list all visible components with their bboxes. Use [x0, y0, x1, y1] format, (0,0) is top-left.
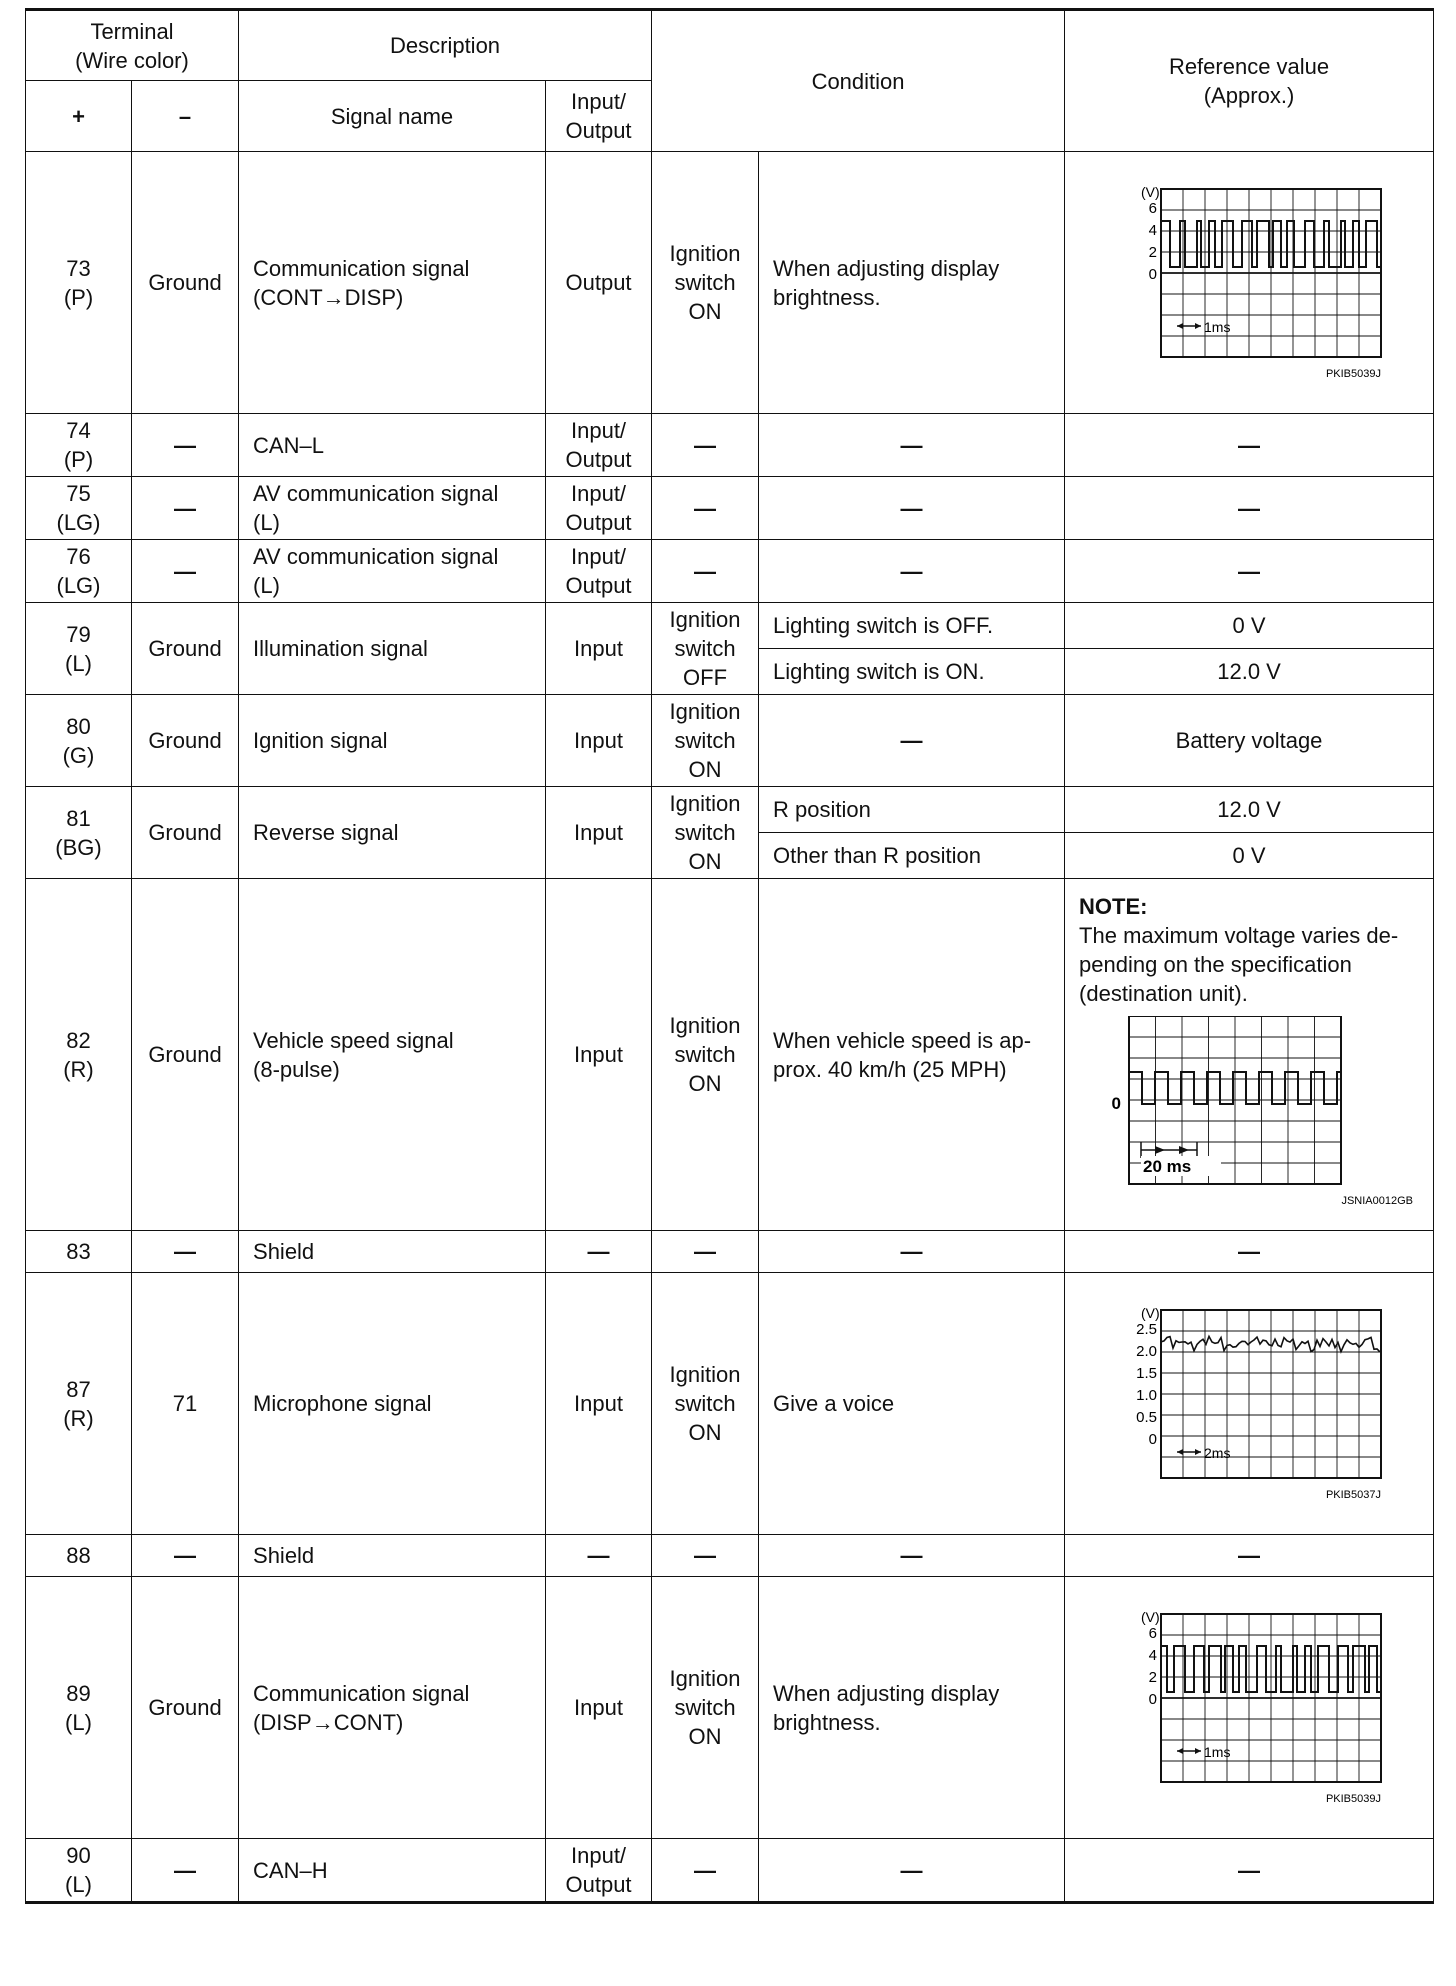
condition-detail: Give a voice — [759, 1273, 1065, 1535]
terminal-cell: 79 (L) — [26, 603, 132, 695]
condition-main: — — [652, 477, 759, 540]
signal-name: Microphone signal — [239, 1273, 546, 1535]
header-terminal: Terminal (Wire color) — [26, 10, 239, 81]
io-cell: Input/ Output — [546, 1839, 652, 1903]
waveform-cell — [1065, 152, 1434, 414]
wave-tick: 0 — [1148, 265, 1158, 283]
waveform-cell — [1065, 1273, 1434, 1535]
terminal-reference-table — [25, 8, 1433, 1904]
condition-main: Ignition switch OFF — [652, 603, 759, 695]
note-text: The maximum voltage varies de- pending on the specification (destination unit). — [1079, 922, 1399, 1006]
figure-code: PKIB5039J — [1326, 367, 1382, 380]
terminal-cell: 80 (G) — [26, 695, 132, 787]
minus-cell: — — [132, 1231, 239, 1273]
header-description: Description — [239, 10, 652, 81]
condition-main: Ignition switch ON — [652, 152, 759, 414]
reference-value: — — [1065, 414, 1434, 477]
header-reference: Reference value (Approx.) — [1065, 10, 1434, 152]
reference-value: 0 V — [1065, 833, 1434, 879]
signal-name: CAN–L — [239, 414, 546, 477]
table-row — [26, 1231, 1434, 1273]
condition-main: — — [652, 540, 759, 603]
io-cell: Input — [546, 695, 652, 787]
condition-detail: Lighting switch is ON. — [759, 649, 1065, 695]
condition-detail: When vehicle speed is ap- prox. 40 km/h (25 MPH) — [759, 879, 1065, 1231]
minus-cell: Ground — [132, 1577, 239, 1839]
minus-cell: Ground — [132, 603, 239, 695]
wave-unit: (V) — [1141, 1608, 1160, 1625]
terminal-cell: 82 (R) — [26, 879, 132, 1231]
wave-tick: 2.5 — [1136, 1320, 1158, 1338]
reference-value: 0 V — [1065, 603, 1434, 649]
header-minus: – — [132, 81, 239, 152]
reference-value: Battery voltage — [1065, 695, 1434, 787]
wave-tick: 0 — [1148, 1430, 1158, 1448]
io-cell: Input — [546, 1577, 652, 1839]
table-row — [26, 152, 1434, 414]
terminal-cell: 90 (L) — [26, 1839, 132, 1903]
terminal-cell: 83 — [26, 1231, 132, 1273]
signal-name: Illumination signal — [239, 603, 546, 695]
signal-name: AV communication signal (L) — [239, 477, 546, 540]
signal-name: CAN–H — [239, 1839, 546, 1903]
reference-value: 12.0 V — [1065, 787, 1434, 833]
condition-main: Ignition switch ON — [652, 879, 759, 1231]
signal-name: Ignition signal — [239, 695, 546, 787]
io-cell: Input — [546, 1273, 652, 1535]
header-condition: Condition — [652, 10, 1065, 152]
table-row — [26, 414, 1434, 477]
condition-detail: — — [759, 1231, 1065, 1273]
signal-name: Vehicle speed signal (8-pulse) — [239, 879, 546, 1231]
terminal-cell: 73 (P) — [26, 152, 132, 414]
wave-tick: 4 — [1148, 1646, 1158, 1664]
minus-cell: Ground — [132, 787, 239, 879]
table-row — [26, 603, 1434, 649]
minus-cell: Ground — [132, 695, 239, 787]
wave-unit: (V) — [1141, 183, 1160, 200]
wave-scale: 2ms — [1204, 1444, 1231, 1461]
table-row — [26, 477, 1434, 540]
terminal-cell: 76 (LG) — [26, 540, 132, 603]
wave-unit: (V) — [1141, 1304, 1160, 1321]
condition-main: Ignition switch ON — [652, 1273, 759, 1535]
header-io: Input/ Output — [546, 81, 652, 152]
minus-cell: — — [132, 540, 239, 603]
table-row — [26, 879, 1434, 1231]
io-cell: — — [546, 1231, 652, 1273]
condition-detail: — — [759, 695, 1065, 787]
condition-main: Ignition switch ON — [652, 1577, 759, 1839]
condition-detail: Other than R position — [759, 833, 1065, 879]
wave-scale: 1ms — [1204, 1743, 1231, 1760]
condition-detail: — — [759, 540, 1065, 603]
table-row — [26, 1535, 1434, 1577]
wave-scale: 1ms — [1204, 318, 1231, 335]
signal-name: AV communication signal (L) — [239, 540, 546, 603]
minus-cell: Ground — [132, 879, 239, 1231]
minus-cell: 71 — [132, 1273, 239, 1535]
waveform-graph — [1081, 1016, 1421, 1216]
reference-note-cell — [1065, 879, 1434, 1231]
wave-tick: 1.5 — [1136, 1364, 1158, 1382]
io-cell: Output — [546, 152, 652, 414]
condition-main: — — [652, 414, 759, 477]
io-cell: Input — [546, 787, 652, 879]
terminal-cell: 88 — [26, 1535, 132, 1577]
wave-tick: 2 — [1148, 1668, 1158, 1686]
condition-detail: — — [759, 1839, 1065, 1903]
terminal-cell: 87 (R) — [26, 1273, 132, 1535]
reference-value: — — [1065, 477, 1434, 540]
table-row — [26, 1577, 1434, 1839]
condition-main: Ignition switch ON — [652, 695, 759, 787]
wave-tick: 0 — [1148, 1690, 1158, 1708]
io-cell: Input/ Output — [546, 414, 652, 477]
condition-detail: — — [759, 414, 1065, 477]
condition-main: — — [652, 1535, 759, 1577]
terminal-cell: 75 (LG) — [26, 477, 132, 540]
reference-value: 12.0 V — [1065, 649, 1434, 695]
table-row — [26, 540, 1434, 603]
terminal-cell: 89 (L) — [26, 1577, 132, 1839]
io-cell: — — [546, 1535, 652, 1577]
io-cell: Input/ Output — [546, 540, 652, 603]
wave-tick: 2.0 — [1136, 1342, 1158, 1360]
wave-scale: 20 ms — [1143, 1156, 1192, 1176]
waveform-graph — [1109, 1304, 1389, 1504]
waveform-graph — [1109, 1608, 1389, 1808]
condition-detail: When adjusting display brightness. — [759, 1577, 1065, 1839]
minus-cell: — — [132, 1839, 239, 1903]
table-row — [26, 787, 1434, 833]
note-title: NOTE: — [1079, 893, 1148, 919]
condition-detail: Lighting switch is OFF. — [759, 603, 1065, 649]
condition-detail: R position — [759, 787, 1065, 833]
io-cell: Input/ Output — [546, 477, 652, 540]
reference-value: — — [1065, 1231, 1434, 1273]
wave-tick: 0.5 — [1136, 1408, 1158, 1426]
wave-tick: 6 — [1148, 199, 1158, 217]
table-row — [26, 695, 1434, 787]
io-cell: Input — [546, 879, 652, 1231]
terminal-cell: 81 (BG) — [26, 787, 132, 879]
reference-value: — — [1065, 1535, 1434, 1577]
minus-cell: Ground — [132, 152, 239, 414]
waveform-graph — [1109, 183, 1389, 383]
figure-code: JSNIA0012GB — [1341, 1194, 1414, 1207]
reference-value: — — [1065, 540, 1434, 603]
minus-cell: — — [132, 477, 239, 540]
wave-tick: 1.0 — [1136, 1386, 1158, 1404]
wave-tick: 4 — [1148, 221, 1158, 239]
figure-code: PKIB5039J — [1326, 1792, 1382, 1805]
wave-tick: 2 — [1148, 243, 1158, 261]
condition-main: — — [652, 1839, 759, 1903]
condition-main: Ignition switch ON — [652, 787, 759, 879]
condition-detail: — — [759, 1535, 1065, 1577]
signal-name: Shield — [239, 1535, 546, 1577]
waveform-cell — [1065, 1577, 1434, 1839]
table-row — [26, 1839, 1434, 1903]
signal-name: Reverse signal — [239, 787, 546, 879]
header-plus: + — [26, 81, 132, 152]
table-row — [26, 1273, 1434, 1535]
header-signal-name: Signal name — [239, 81, 546, 152]
wave-tick: 6 — [1148, 1624, 1158, 1642]
reference-value: — — [1065, 1839, 1434, 1903]
condition-detail: — — [759, 477, 1065, 540]
condition-main: — — [652, 1231, 759, 1273]
condition-detail: When adjusting display brightness. — [759, 152, 1065, 414]
terminal-cell: 74 (P) — [26, 414, 132, 477]
signal-name: Communication signal (CONT→DISP) — [239, 152, 546, 414]
signal-name: Shield — [239, 1231, 546, 1273]
minus-cell: — — [132, 414, 239, 477]
minus-cell: — — [132, 1535, 239, 1577]
figure-code: PKIB5037J — [1326, 1488, 1382, 1501]
signal-name: Communication signal (DISP→CONT) — [239, 1577, 546, 1839]
io-cell: Input — [546, 603, 652, 695]
wave-tick: 0 — [1111, 1093, 1122, 1113]
